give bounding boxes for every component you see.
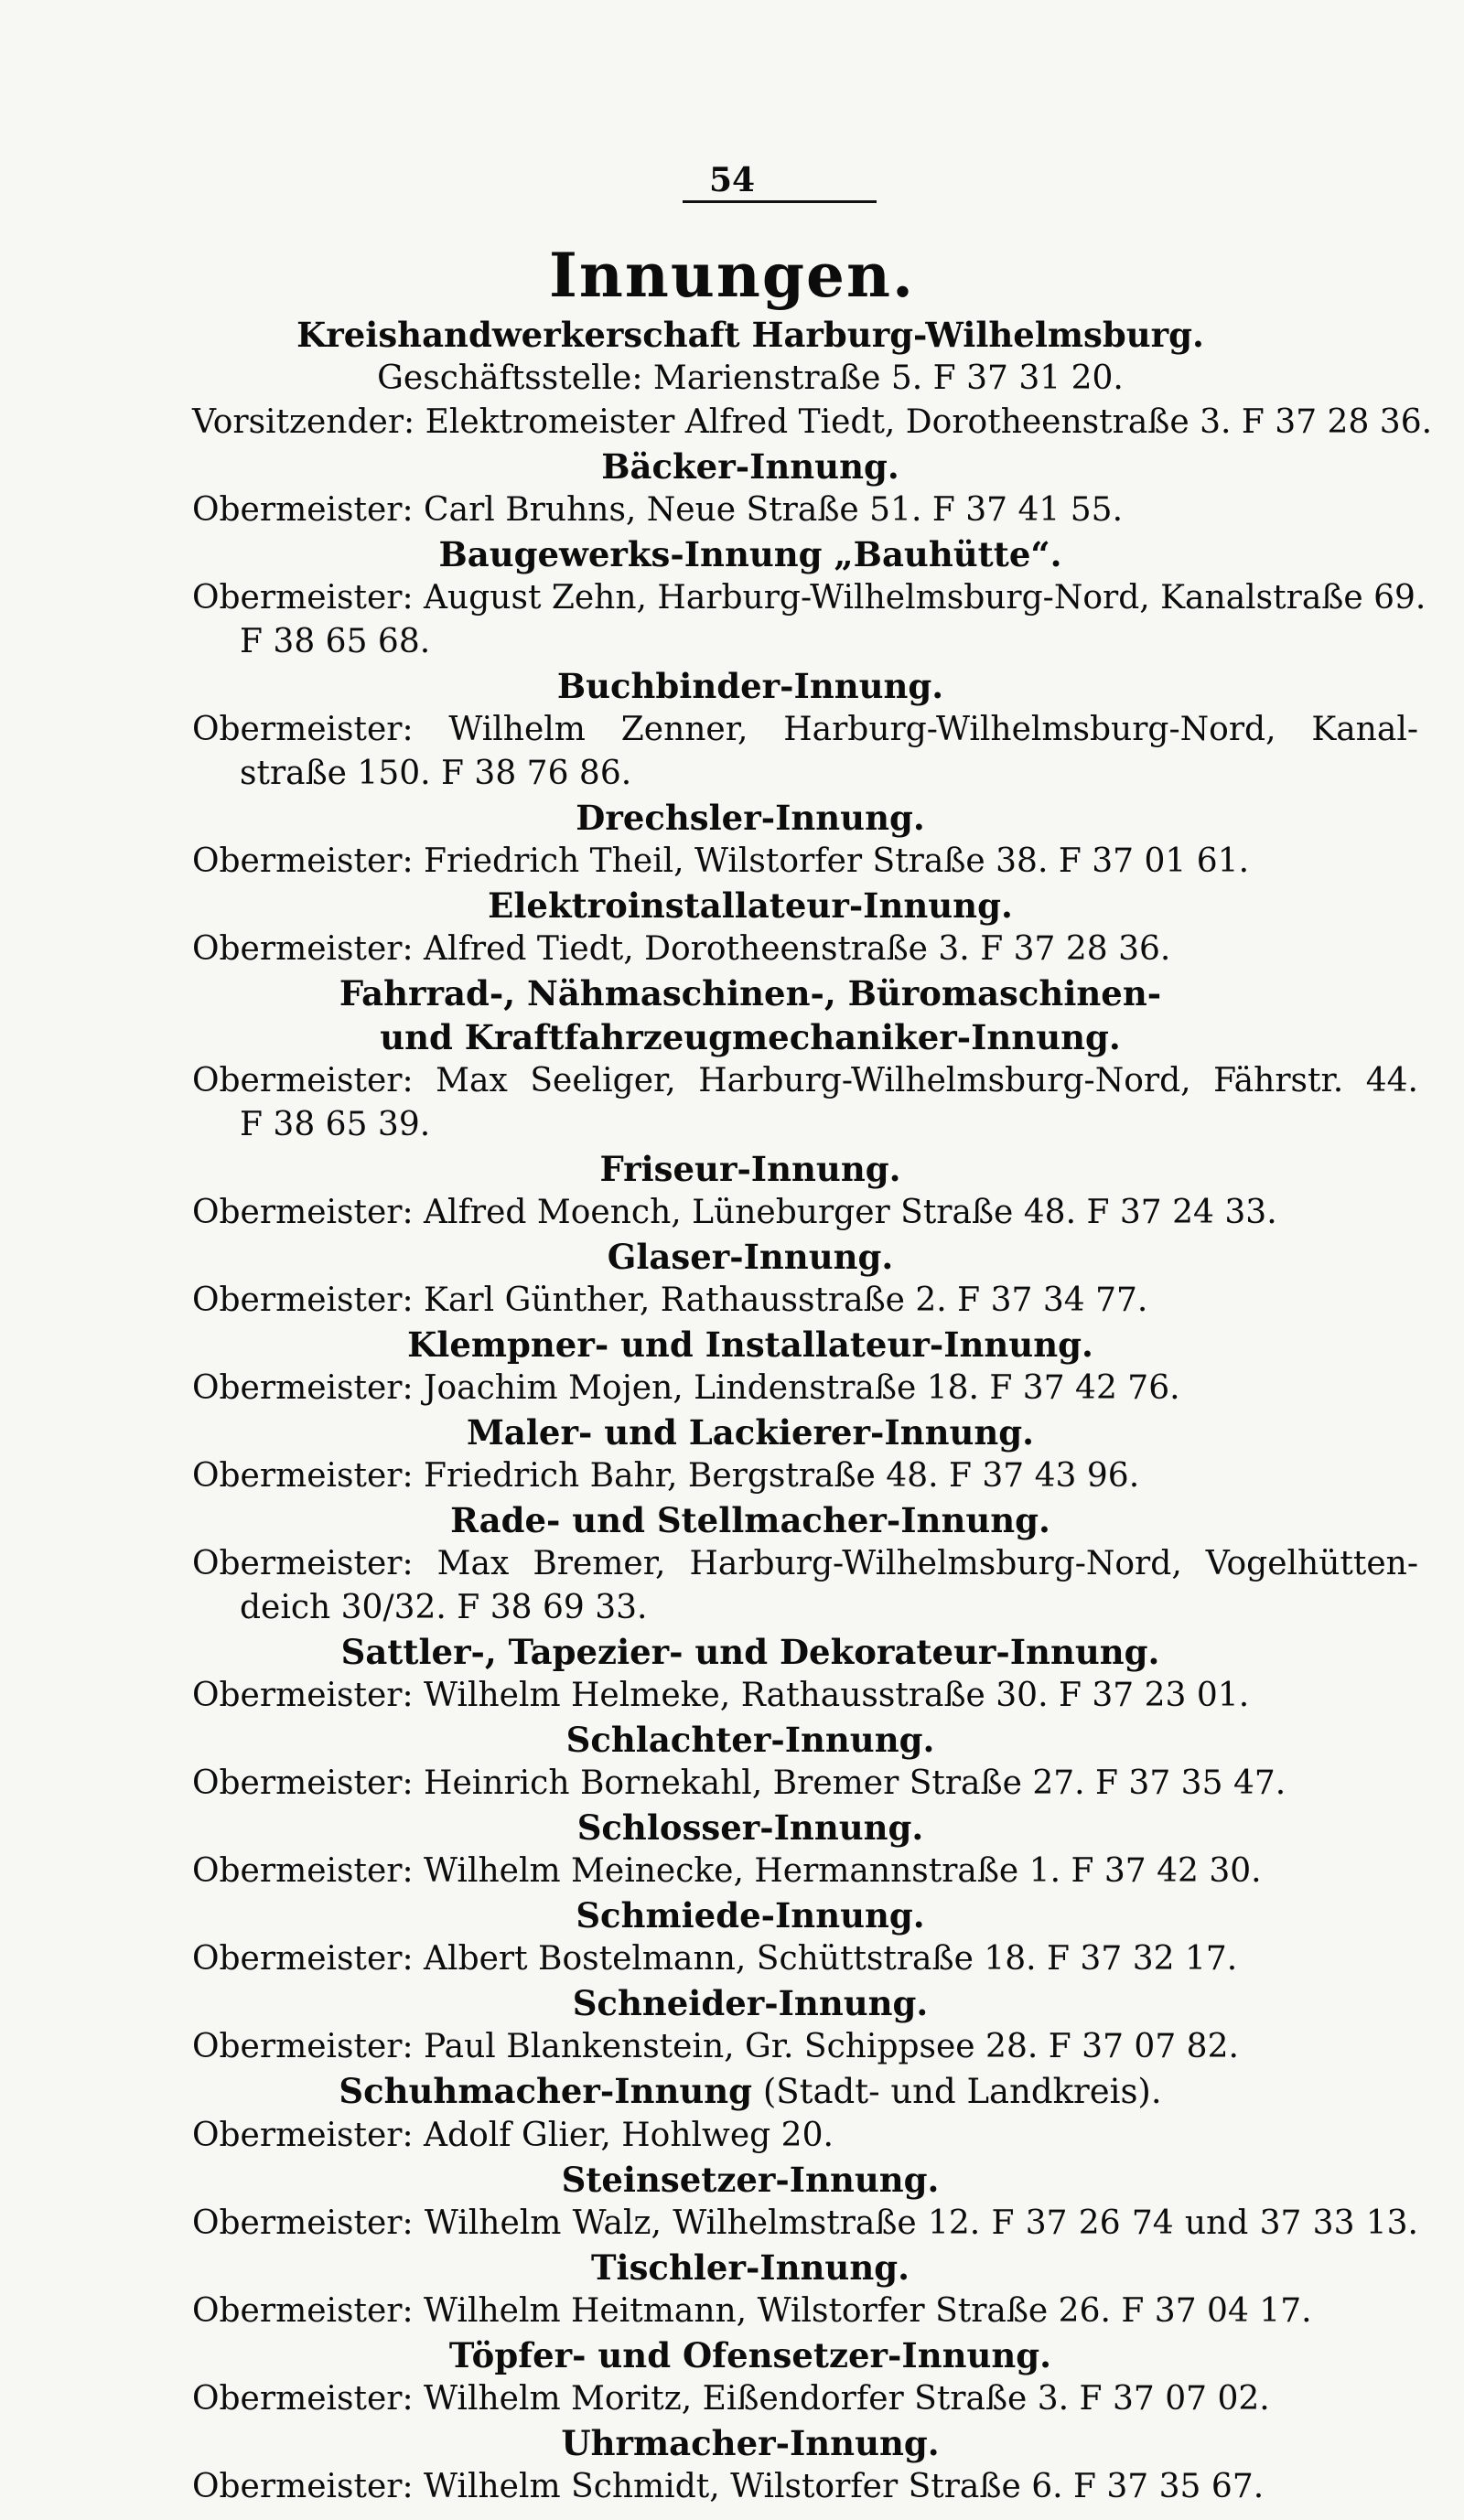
guild-line: Obermeister: Wilhelm Moritz, Eißendorfer Straße 3. F 37 07 02. xyxy=(192,2380,1270,2418)
guild-entry xyxy=(192,532,1426,664)
guild-entry xyxy=(192,1981,1418,2069)
guild-line: Obermeister: Wilhelm Heitmann, Wilstorfer Straße 26. F 37 04 17. xyxy=(192,2292,1312,2330)
guild-heading: Schmiede-Innung. xyxy=(576,1895,925,1936)
guild-heading: Töpfer- und Ofensetzer-Innung. xyxy=(448,2335,1052,2375)
guild-line: Obermeister: Friedrich Theil, Wilstorfer Straße 38. F 37 01 61. xyxy=(192,842,1250,880)
guild-entry xyxy=(192,664,1418,796)
page-number: 54 xyxy=(708,161,756,199)
guild-entry xyxy=(192,796,1418,884)
guild-entry xyxy=(192,2333,1418,2421)
kreis-heading: Kreishandwerkerschaft Harburg-Wilhelmsburg. xyxy=(296,315,1204,355)
guild-line: deich 30/32. F 38 69 33. xyxy=(240,1589,648,1626)
guild-entry xyxy=(192,2246,1418,2333)
guild-line: Obermeister: Wilhelm Zenner, Harburg-Wilhelmsburg-Nord, Kanal- xyxy=(192,711,1418,748)
guild-line: Obermeister: Max Seeliger, Harburg-Wilhelmsburg-Nord, Fährstr. 44. xyxy=(192,1062,1418,1099)
page-title: Innungen. xyxy=(549,240,915,311)
guild-line: F 38 65 68. xyxy=(240,623,431,660)
guild-heading: Drechsler-Innung. xyxy=(576,798,925,838)
guild-heading: Steinsetzer-Innung. xyxy=(561,2160,940,2200)
guild-line: Obermeister: Wilhelm Schmidt, Wilstorfer Straße 6. F 37 35 67. xyxy=(192,2468,1265,2505)
guild-line: straße 150. F 38 76 86. xyxy=(240,755,632,792)
guild-heading-row xyxy=(192,2069,1308,2114)
guild-line: Obermeister: Alfred Tiedt, Dorotheenstraße 3. F 37 28 36. xyxy=(192,930,1171,968)
guild-line: Obermeister: Max Bremer, Harburg-Wilhelmsburg-Nord, Vogelhütten- xyxy=(192,1545,1418,1582)
guild-line: Obermeister: Albert Bostelmann, Schüttstraße 18. F 37 32 17. xyxy=(192,1940,1238,1978)
guild-entry xyxy=(192,1630,1418,1718)
guild-heading: Baugewerks-Innung „Bauhütte“. xyxy=(438,534,1062,574)
guild-heading: Tischler-Innung. xyxy=(591,2247,910,2288)
guild-heading-note: (Stadt- und Landkreis). xyxy=(752,2072,1162,2111)
guild-heading: Sattler-, Tapezier- und Dekorateur-Innung. xyxy=(340,1632,1160,1672)
guild-heading: Schlachter-Innung. xyxy=(565,1720,935,1760)
guild-entry xyxy=(192,1498,1418,1630)
guild-line: Obermeister: Karl Günther, Rathausstraße 2. F 37 34 77. xyxy=(192,1281,1148,1319)
guild-line: Obermeister: Alfred Moench, Lüneburger Straße 48. F 37 24 33. xyxy=(192,1194,1277,1231)
guild-line: Obermeister: Friedrich Bahr, Bergstraße 48. F 37 43 96. xyxy=(192,1457,1140,1495)
guild-line: F 38 65 39. xyxy=(240,1106,431,1143)
guild-entry xyxy=(192,1718,1418,1806)
guild-heading: Klempner- und Installateur-Innung. xyxy=(407,1324,1093,1365)
guild-heading-continued: und Kraftfahrzeugmechaniker-Innung. xyxy=(380,1017,1121,1057)
guild-entry xyxy=(192,884,1418,971)
guild-entry xyxy=(192,1893,1418,1981)
guild-heading: Glaser-Innung. xyxy=(607,1237,894,1277)
guild-line: Obermeister: Wilhelm Helmeke, Rathausstraße 30. F 37 23 01. xyxy=(192,1677,1250,1714)
guild-entry xyxy=(192,2421,1418,2509)
guild-entry xyxy=(192,1235,1418,1323)
guild-line: Obermeister: Wilhelm Walz, Wilhelmstraße 12. F 37 26 74 und 37 33 13. xyxy=(192,2204,1418,2242)
guild-heading: Schlosser-Innung. xyxy=(576,1807,924,1848)
guild-entry xyxy=(192,2158,1418,2246)
guild-entry xyxy=(192,1410,1418,1498)
guild-heading: Schuhmacher-Innung xyxy=(339,2071,753,2111)
kreis-office: Geschäftsstelle: Marienstraße 5. F 37 31 20. xyxy=(377,359,1124,397)
guild-line: Obermeister: Heinrich Bornekahl, Bremer Straße 27. F 37 35 47. xyxy=(192,1764,1286,1802)
guild-line: Obermeister: Wilhelm Meinecke, Hermannstraße 1. F 37 42 30. xyxy=(192,1852,1262,1890)
page-number-rule xyxy=(683,200,877,203)
guild-line: Obermeister: Carl Bruhns, Neue Straße 51. F 37 41 55. xyxy=(192,491,1124,529)
guild-entry xyxy=(192,1806,1418,1893)
guild-heading: Bäcker-Innung. xyxy=(601,446,899,487)
guild-line: Obermeister: Adolf Glier, Hohlweg 20. xyxy=(192,2117,834,2154)
guild-entry xyxy=(192,1147,1418,1235)
guild-list xyxy=(192,313,1433,2509)
guild-heading: Schneider-Innung. xyxy=(572,1983,929,2023)
guild-line: Obermeister: Paul Blankenstein, Gr. Schippsee 28. F 37 07 82. xyxy=(192,2028,1239,2065)
guild-heading: Elektroinstallateur-Innung. xyxy=(488,885,1013,926)
guild-heading: Fahrrad-, Nähmaschinen-, Büromaschinen- xyxy=(339,973,1162,1013)
guild-entry xyxy=(192,445,1418,532)
guild-heading: Buchbinder-Innung. xyxy=(556,666,944,706)
guild-entry xyxy=(192,1323,1418,1410)
guild-line: Obermeister: August Zehn, Harburg-Wilhelmsburg-Nord, Kanalstraße 69. xyxy=(192,579,1426,617)
kreis-chair: Vorsitzender: Elektromeister Alfred Tiedt, Dorotheenstraße 3. F 37 28 36. xyxy=(192,403,1433,441)
guild-heading: Uhrmacher-Innung. xyxy=(561,2423,940,2463)
guild-heading: Friseur-Innung. xyxy=(599,1149,901,1189)
guild-line: Obermeister: Joachim Mojen, Lindenstraße 18. F 37 42 76. xyxy=(192,1369,1180,1407)
guild-heading: Rade- und Stellmacher-Innung. xyxy=(450,1500,1050,1540)
kreis-entry xyxy=(192,313,1433,445)
guild-entry xyxy=(192,971,1418,1147)
guild-entry xyxy=(192,2069,1418,2158)
guild-heading: Maler- und Lackierer-Innung. xyxy=(466,1412,1035,1453)
